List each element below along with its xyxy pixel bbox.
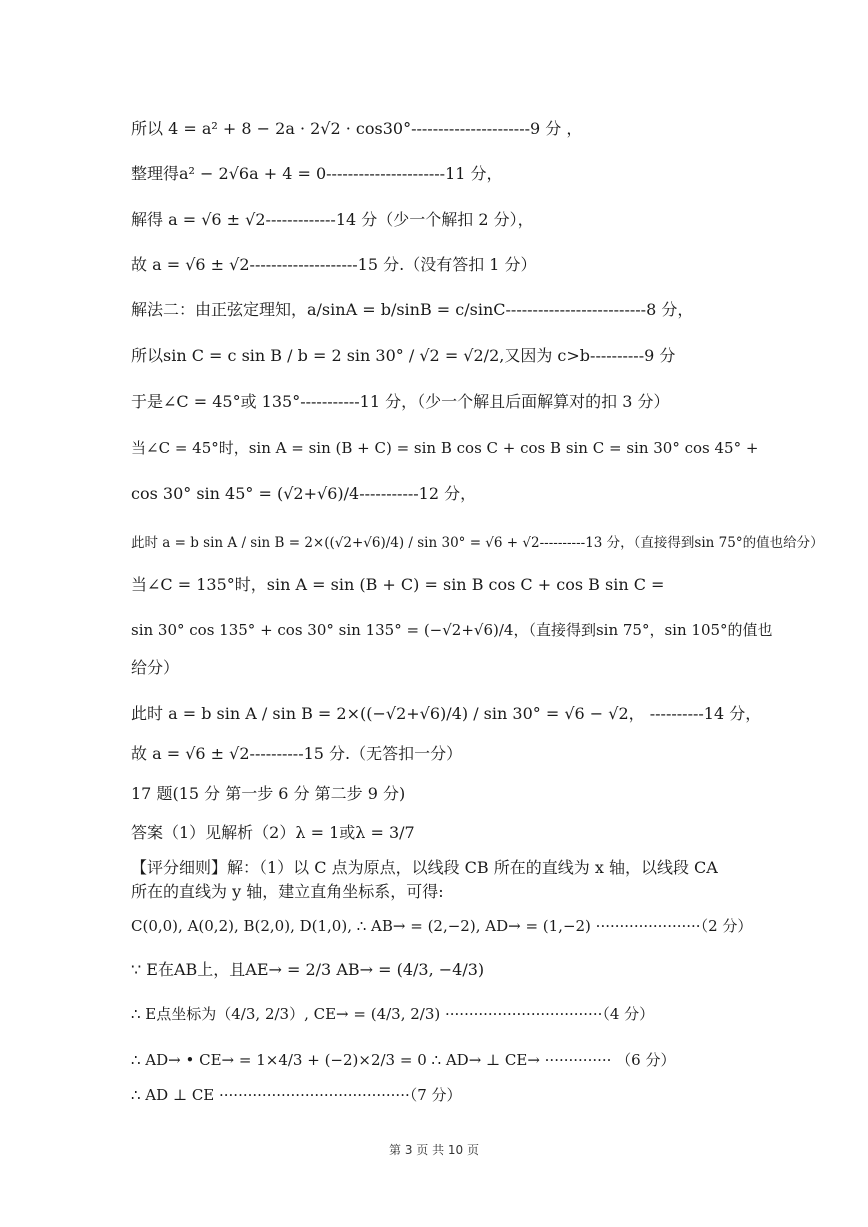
text-line-23: ∴ AD→ • CE→ = 1×4/3 + (−2)×2/3 = 0 ∴ AD→ ⊥ CE→ ·············· （6 分） (131, 1051, 676, 1069)
text-line-5: 解法二：由正弦定理知，a/sinA = b/sinB = c/sinC--------------------------8 分， (131, 300, 694, 319)
text-line-10: 此时 a = b sin A / sin B = 2×((√2+√6)/4) / sin 30° = √6 + √2----------13 分，（直接得到sin 75°的值也给分） (131, 535, 824, 551)
text-line-19: 所在的直线为 y 轴，建立直角坐标系，可得: (131, 882, 444, 901)
text-line-12: sin 30° cos 135° + cos 30° sin 135° = (−√2+√6)/4，（直接得到sin 75°，sin 105°的值也 (131, 621, 773, 639)
text-line-14: 此时 a = b sin A / sin B = 2×((−√2+√6)/4) / sin 30° = √6 − √2， ----------14 分， (131, 704, 762, 723)
text-line-3: 解得 a = √6 ± √2-------------14 分（少一个解扣 2 分）， (131, 210, 534, 229)
text-line-22: ∴ E点坐标为（4/3, 2/3）, CE→ = (4/3, 2/3) ·································（4 分） (131, 1005, 655, 1023)
text-line-20: C(0,0), A(0,2), B(2,0), D(1,0), ∴ AB→ = (2,−2), AD→ = (1,−2) ······················（2 分） (131, 917, 753, 935)
text-line-11: 当∠C = 135°时，sin A = sin (B + C) = sin B cos C + cos B sin C = (131, 575, 665, 594)
text-line-6: 所以sin C = c sin B / b = 2 sin 30° / √2 = √2/2,又因为 c>b----------9 分 (131, 346, 676, 365)
text-line-18: 【评分细则】解：（1）以 C 点为原点，以线段 CB 所在的直线为 x 轴，以线段 CA (131, 858, 718, 877)
text-line-9: cos 30° sin 45° = (√2+√6)/4-----------12 分， (131, 484, 477, 503)
text-line-16: 17 题(15 分 第一步 6 分 第二步 9 分) (131, 784, 406, 803)
text-line-21: ∵ E在AB上，且AE→ = 2/3 AB→ = (4/3, −4/3) (131, 960, 485, 979)
text-line-4: 故 a = √6 ± √2--------------------15 分.（没有答扣 1 分） (131, 255, 537, 274)
text-line-1: 所以 4 = a² + 8 − 2a · 2√2 · cos30°----------------------9 分 ， (131, 119, 583, 138)
text-line-2: 整理得a² − 2√6a + 4 = 0----------------------11 分， (131, 164, 503, 183)
text-line-24: ∴ AD ⊥ CE ········································（7 分） (131, 1086, 462, 1104)
text-line-13: 给分） (131, 658, 180, 677)
text-line-17: 答案（1）见解析（2）λ = 1或λ = 3/7 (131, 823, 415, 842)
text-line-15: 故 a = √6 ± √2----------15 分.（无答扣一分） (131, 744, 463, 763)
text-line-8: 当∠C = 45°时，sin A = sin (B + C) = sin B cos C + cos B sin C = sin 30° cos 45° + (131, 439, 759, 457)
text-line-7: 于是∠C = 45°或 135°-----------11 分，（少一个解且后面解算对的扣 3 分） (131, 392, 670, 411)
page-footer: 第 3 页 共 10 页 (389, 1143, 479, 1157)
